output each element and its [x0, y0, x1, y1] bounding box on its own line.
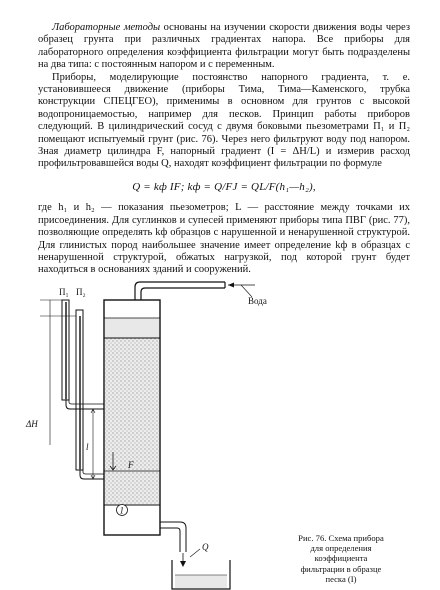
outlet-pipe-inner — [160, 528, 180, 552]
f-label: F — [128, 460, 134, 470]
paragraph-1-rest: основаны на изучении скорости движения воды через образец грунта при различных градиентах напора. Все приборы для лабораторного определения коэффициента фильтрации могут быть подразделены на два типа: с постоянным напором и с переменным. — [38, 22, 410, 71]
caption-line-3: фильтрации в образце — [300, 563, 382, 574]
water-region — [105, 318, 159, 338]
p2-label: П₂ — [76, 287, 86, 297]
formula: Q = kф IF; kф = Q/FJ = QL/F(h₁—h₂), — [132, 180, 316, 193]
q-leader — [190, 549, 200, 557]
caption-line-4: песка (I) — [325, 573, 357, 584]
sample-marker-label: 1 — [119, 505, 124, 516]
q-label: Q — [202, 542, 209, 552]
paragraph-2: Приборы, моделирующие постоянство напорного градиента, т. е. установившееся движение (приборы Тима, Тима—Каменского, трубка конструкции СПЕЦГЕО), применимы в основном для грунтов с высокой водопроницаемостью, например для песков. Принцип работы приборов следующий. В цилиндрический сосуд с двумя боковыми пьезометрами П₁ и П₂ помещают испытуемый грунт (рис. 76). Через него фильтруют воду под напором. Зная диаметр цилиндра F, напорный градиент (I = ΔH/L) и измерив расход профильтровавшейся воды Q, находят коэффициент фильтрации по формуле — [38, 71, 410, 170]
vessel-water — [175, 575, 227, 588]
outlet-arrow-head — [180, 561, 186, 567]
caption-line-2: коэффициента — [314, 553, 368, 564]
water-arrow-head — [228, 283, 234, 288]
inlet-pipe-inner — [141, 288, 225, 300]
caption-line-1: для определения — [310, 543, 372, 554]
figure-caption — [270, 533, 412, 584]
l-label: l — [86, 442, 89, 452]
piezometer-2-connector-bottom — [83, 470, 104, 474]
dh-label: ΔH — [26, 419, 38, 429]
p1-label: П₁ — [59, 287, 69, 297]
water-label: Вода — [248, 296, 267, 306]
outlet-pipe-outer — [160, 522, 186, 552]
soil-sample — [105, 338, 159, 505]
piezometer-1-connector-top — [66, 400, 104, 409]
piezometer-1-connector-bottom — [69, 400, 104, 404]
paragraph-3: где h₁ и h₂ — показания пьезометров; L — расстояние между точками их присоединения. Для суглинков и супесей применяют приборы типа ПВГ (рис. 77), позволяющие определять kф образцов с нарушенной и ненарушенной структурой. Для глинистых пород наибольшее значение имеет определение kф в образцах с ненарушенной структурой, обжатых нагрузкой, под которой грунт будет находиться в основаниях зданий и сооружений. — [38, 202, 410, 276]
inlet-pipe-outer — [135, 282, 225, 300]
paragraph-1-lead: Лабораторные методы — [52, 22, 161, 33]
caption-title: Рис. 76. Схема прибора — [298, 533, 384, 543]
